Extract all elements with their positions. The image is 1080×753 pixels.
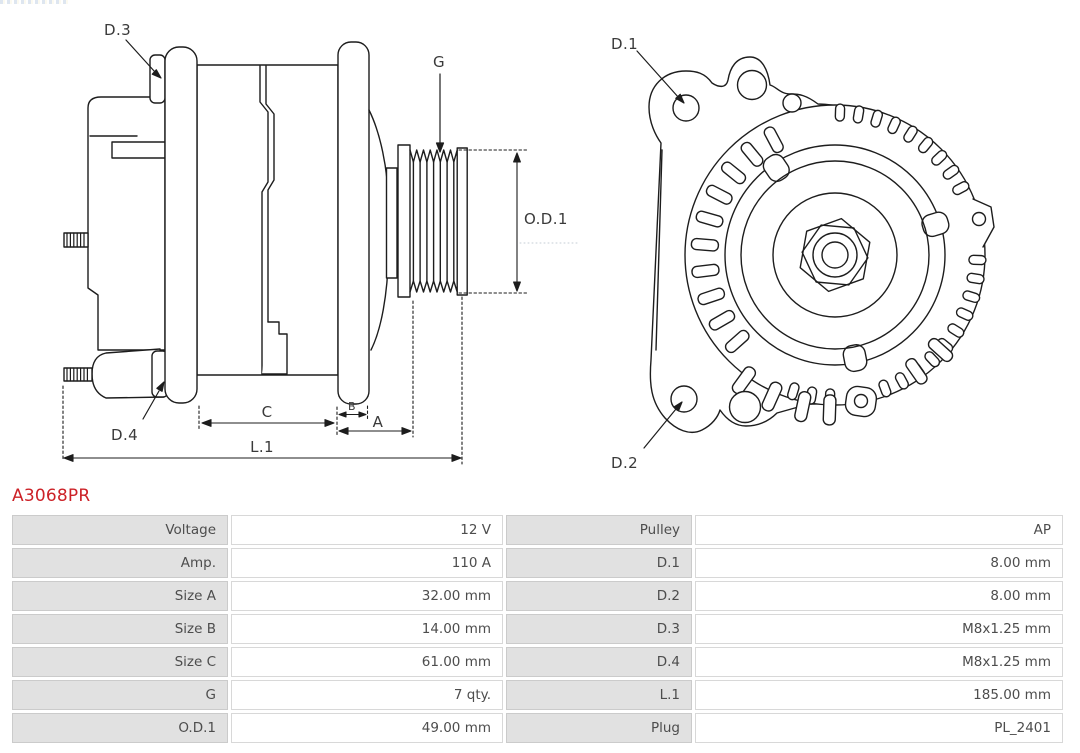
spec-label: Size A bbox=[12, 581, 228, 611]
spec-label: D.3 bbox=[506, 614, 692, 644]
label-d2: D.2 bbox=[611, 454, 639, 472]
spec-value: 14.00 mm bbox=[231, 614, 503, 644]
label-d4: D.4 bbox=[111, 426, 139, 444]
pulley-flange-left bbox=[398, 145, 410, 297]
label-c: C bbox=[261, 403, 273, 421]
shaft-washer bbox=[813, 233, 857, 277]
stud-threads bbox=[67, 233, 87, 381]
hole-bottom-mid bbox=[730, 392, 761, 423]
spec-label: G bbox=[12, 680, 228, 710]
hole-top-big bbox=[738, 71, 767, 100]
spec-value: 32.00 mm bbox=[231, 581, 503, 611]
pulley-grooves bbox=[410, 150, 457, 292]
side-lug-hole bbox=[973, 213, 986, 226]
alternator-side-view bbox=[63, 21, 578, 464]
label-g: G bbox=[433, 53, 446, 71]
alternator-front-view bbox=[611, 35, 994, 472]
spec-value: 61.00 mm bbox=[231, 647, 503, 677]
label-l1: L.1 bbox=[250, 438, 274, 456]
spec-label: D.2 bbox=[506, 581, 692, 611]
spec-row bbox=[12, 515, 1063, 545]
spec-table bbox=[12, 515, 1063, 746]
rear-bracket-column bbox=[165, 47, 197, 403]
shaft-collar bbox=[387, 168, 398, 278]
spec-value: M8x1.25 mm bbox=[695, 614, 1063, 644]
spec-value: AP bbox=[695, 515, 1063, 545]
spec-row bbox=[12, 680, 1063, 710]
spec-label: Plug bbox=[506, 713, 692, 743]
foot-lug-hole bbox=[855, 395, 868, 408]
rear-housing bbox=[88, 97, 165, 350]
terminal-slot bbox=[112, 142, 165, 158]
spec-row bbox=[12, 548, 1063, 578]
spec-label: O.D.1 bbox=[12, 713, 228, 743]
spec-value: 49.00 mm bbox=[231, 713, 503, 743]
label-d1: D.1 bbox=[611, 35, 639, 53]
part-number-title: A3068PR bbox=[12, 486, 91, 506]
label-b: B bbox=[348, 400, 356, 413]
spec-label: Amp. bbox=[12, 548, 228, 578]
spec-label: Voltage bbox=[12, 515, 228, 545]
spec-label: D.4 bbox=[506, 647, 692, 677]
spec-row bbox=[12, 713, 1063, 743]
spec-value: 110 A bbox=[231, 548, 503, 578]
spec-label: D.1 bbox=[506, 548, 692, 578]
spec-value: M8x1.25 mm bbox=[695, 647, 1063, 677]
pulley-flange-right bbox=[457, 148, 467, 295]
spec-row bbox=[12, 647, 1063, 677]
pulley bbox=[398, 145, 467, 297]
mount-ear-d3 bbox=[150, 55, 165, 103]
spec-value: 8.00 mm bbox=[695, 581, 1063, 611]
label-d3: D.3 bbox=[104, 21, 132, 39]
front-bell bbox=[369, 110, 389, 350]
spec-value: PL_2401 bbox=[695, 713, 1063, 743]
spec-row bbox=[12, 614, 1063, 644]
label-a: A bbox=[372, 413, 384, 431]
spec-row bbox=[12, 581, 1063, 611]
spec-label: Pulley bbox=[506, 515, 692, 545]
spec-label: Size B bbox=[12, 614, 228, 644]
spec-value: 7 qty. bbox=[231, 680, 503, 710]
spec-label: L.1 bbox=[506, 680, 692, 710]
hole-top-small bbox=[783, 94, 801, 112]
spec-value: 185.00 mm bbox=[695, 680, 1063, 710]
front-bracket-column bbox=[338, 42, 369, 404]
spec-value: 12 V bbox=[231, 515, 503, 545]
label-od1: O.D.1 bbox=[524, 210, 568, 228]
spec-value: 8.00 mm bbox=[695, 548, 1063, 578]
spec-label: Size C bbox=[12, 647, 228, 677]
